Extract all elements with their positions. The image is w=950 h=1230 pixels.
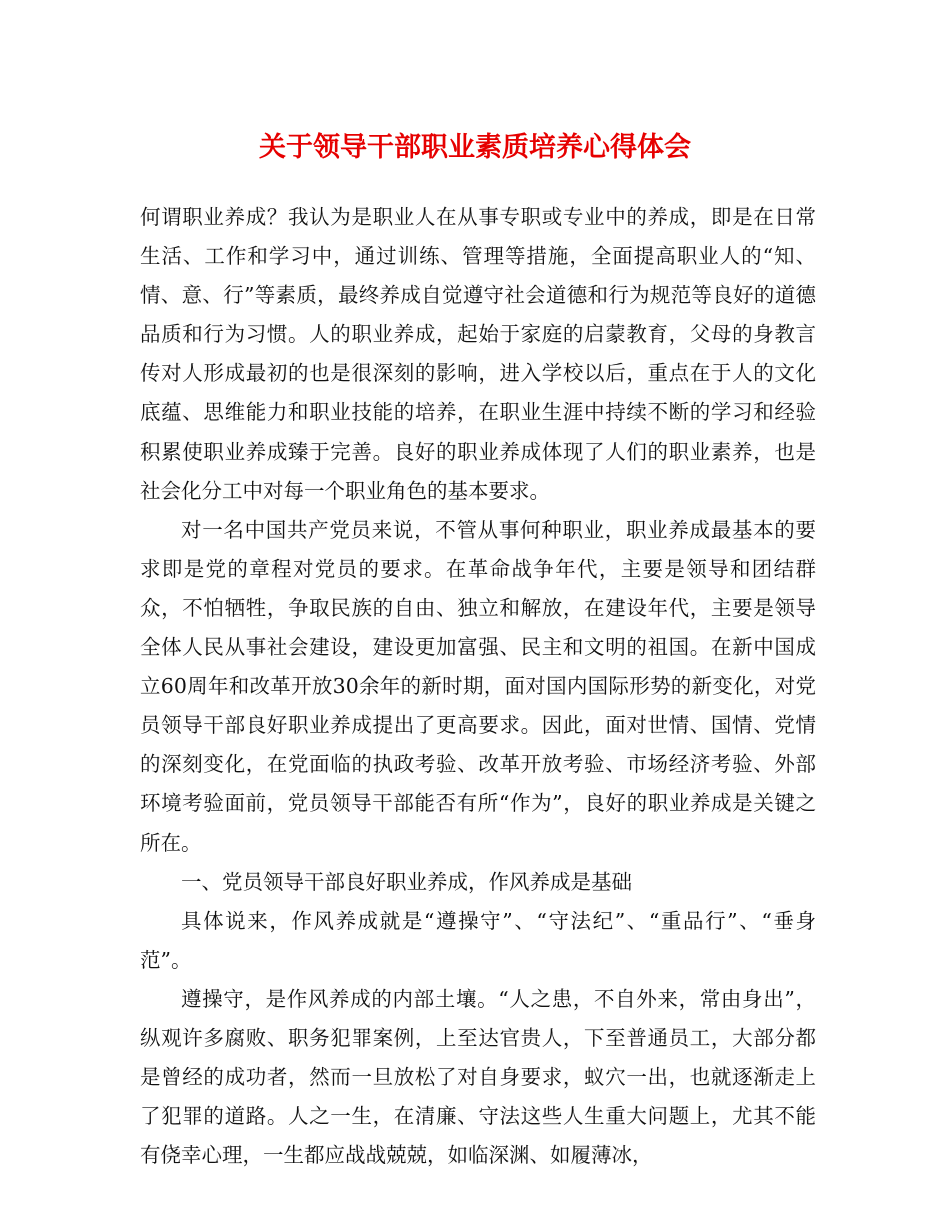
paragraph-4: 遵操守，是作风养成的内部土壤。“人之患，不自外来，常由身出”，纵观许多腐败、职务犯罪案例，上至达官贵人，下至普通员工，大部分都是曾经的成功者，然而一旦放松了对自身要求，蚁穴一出，也就逐渐走上了犯罪的道路。人之一生，在清廉、守法这些人生重大问题上，尤其不能有侥幸心理，一生都应战战兢兢，如临深渊、如履薄冰， [140, 986, 816, 1168]
document-title: 关于领导干部职业素质培养心得体会 [259, 132, 691, 163]
paragraph-2: 对一名中国共产党员来说，不管从事何种职业，职业养成最基本的要求即是党的章程对党员的要求。在革命战争年代，主要是领导和团结群众，不怕牺牲，争取民族的自由、独立和解放，在建设年代，主要是领导全体人民从事社会建设，建设更加富强、民主和文明的祖国。在新中国成立60周年和改革开放30余年的新时期，面对国内国际形势的新变化，对党员领导干部良好职业养成提出了更高要求。因此，面对世情、国情、党情的深刻变化，在党面临的执政考验、改革开放考验、市场经济考验、外部环境考验面前，党员领导干部能否有所“作为”，良好的职业养成是关键之所在。 [140, 517, 816, 855]
paragraph-3: 具体说来，作风养成就是“遵操守”、“守法纪”、“重品行”、“垂身范”。 [140, 908, 816, 972]
document-body [140, 198, 816, 1175]
section-heading-1: 一、党员领导干部良好职业养成，作风养成是基础 [181, 869, 632, 894]
paragraph-1: 何谓职业养成？我认为是职业人在从事专职或专业中的养成，即是在日常生活、工作和学习中，通过训练、管理等措施，全面提高职业人的“知、情、意、行”等素质，最终养成自觉遵守社会道德和行为规范等良好的道德品质和行为习惯。人的职业养成，起始于家庭的启蒙教育，父母的身教言传对人形成最初的也是很深刻的影响，进入学校以后，重点在于人的文化底蕴、思维能力和职业技能的培养，在职业生涯中持续不断的学习和经验积累使职业养成臻于完善。良好的职业养成体现了人们的职业素养，也是社会化分工中对每一个职业角色的基本要求。 [140, 205, 816, 503]
